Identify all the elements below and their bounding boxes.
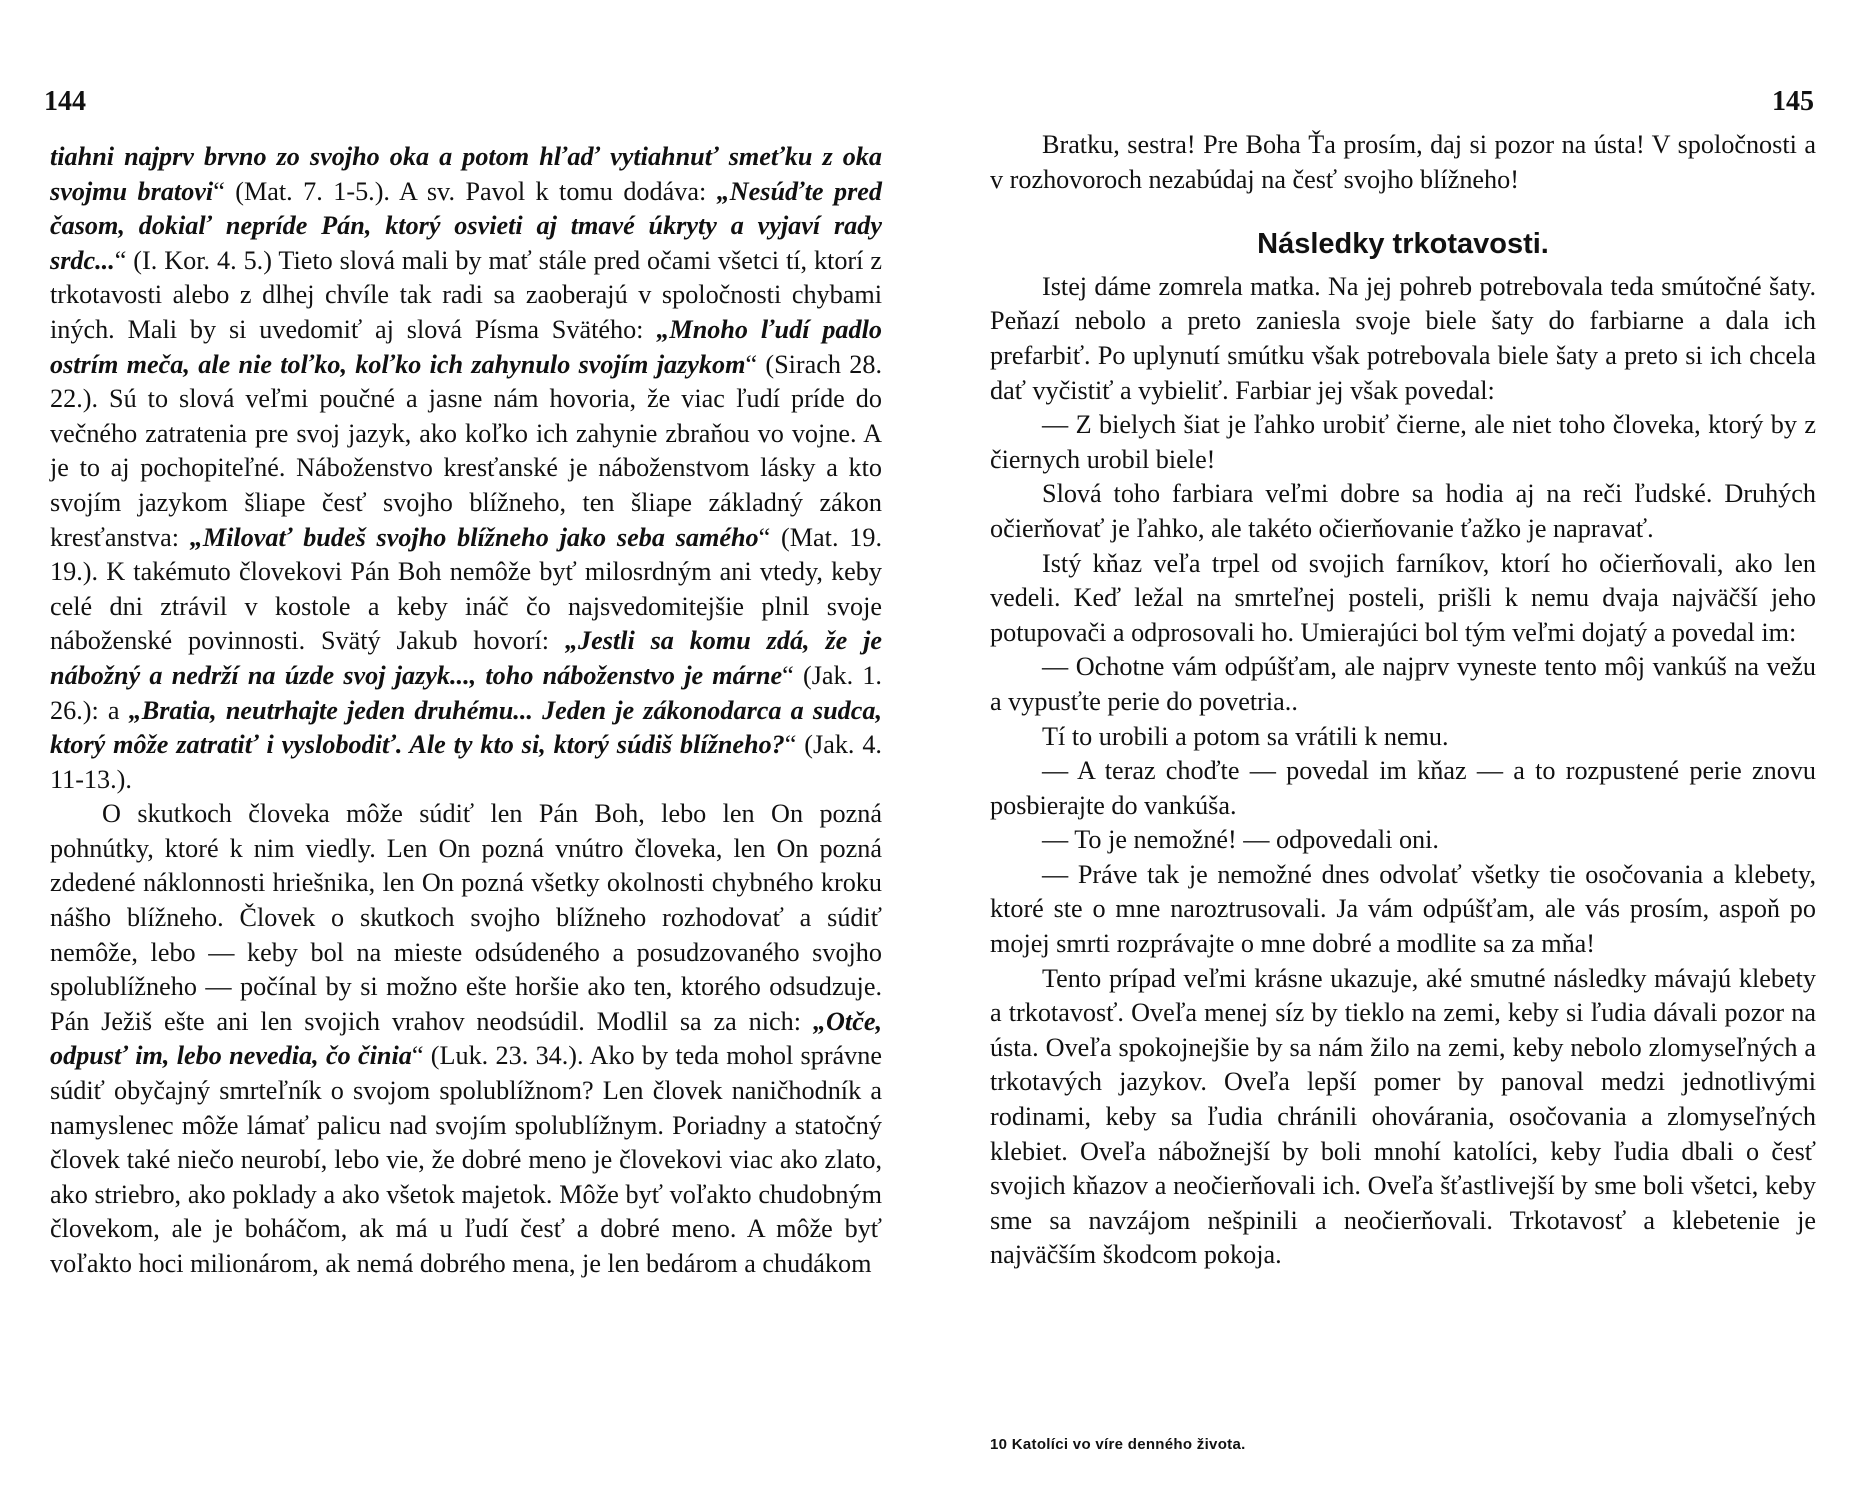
- signature-footnote: 10 Katolíci vo víre denného života.: [990, 1436, 1246, 1453]
- body-text: “ (Luk. 23. 34.). Ako by teda mohol správne súdiť obyčajný smrteľník o svojom spolublížnom? Len človek naničhodník a namyslenec môže lámať palicu nad svojím spolublížnym. Poriadny a statočný človek také niečo neurobí, lebo vie, že dobré meno je človekovi viac ako zlato, ako striebro, ako poklady a ako všetok majetok. Môže byť voľakto chudobným človekom, ale je boháčom, ak má u ľudí česť a dobré meno. A môže byť voľakto hoci milionárom, ak nemá dobrého mena, je len bedárom a chudákom: [50, 1041, 882, 1278]
- dialogue-line: — Práve tak je nemožné dnes odvolať všetky tie osočovania a klebety, ktoré ste o mne naroztrusovali. Ja vám odpúšťam, ale vás prosím, aspoň po mojej smrti rozprávajte o mne dobré a modlite sa za mňa!: [990, 859, 1816, 959]
- dialogue-line: — To je nemožné! — odpovedali oni.: [1042, 825, 1439, 855]
- quote-text: tiahni najprv brvno zo svojho oka a potom hľaď vytiahnuť smeťku z oka svojmu bratovi: [50, 142, 882, 206]
- right-paragraph: Tí to urobili a potom sa vrátili k nemu.: [1042, 721, 1449, 751]
- right-paragraph: Istej dáme zomrela matka. Na jej pohreb potrebovala teda smútočné šaty. Peňazí nebolo a preto zaniesla svoje biele šaty do farbiarne a dala ich prefarbiť. Po uplynutí smútku však potrebovala biele šaty a preto si ich chcela dať vyčistiť a vybieliť. Farbiar jej však povedal:: [990, 271, 1816, 405]
- quote-text: „Otče, odpusť im, lebo nevedia, čo činia: [50, 1006, 882, 1071]
- dialogue-line: — Ochotne vám odpúšťam, ale najprv vyneste tento môj vankúš na vežu a vypusťte perie do povetria..: [990, 652, 1816, 716]
- dialogue-line: — A teraz choďte — povedal im kňaz — a to rozpustené perie znovu posbierajte do vankúša.: [990, 756, 1816, 820]
- body-text: “ (Sirach 28. 22.). Sú to slová veľmi poučné a jasne nám hovoria, že viac ľudí príde do večného zatratenia pre svoj jazyk, ako koľko ich zahynie zbraňou vo vojne. A je to aj pochopiteľné. Náboženstvo kresťanské je náboženstvom lásky a kto svojím jazykom šliape česť svojho blížneho, ten šliape základný zákon kresťanstva:: [50, 349, 882, 552]
- body-text: “ (Jak. 4. 11-13.).: [50, 730, 882, 794]
- body-text: “ (I. Kor. 4. 5.) Tieto slová mali by mať stále pred očami všetci tí, ktorí z trkotavosti alebo z dlhej chvíle tak radi sa zaoberajú v spoločnosti chybami iných. Mali by si uvedomiť aj slová Písma Svätého:: [50, 245, 882, 344]
- left-page-text: [50, 140, 882, 1282]
- quote-text: „Milovať budeš svojho blížneho jako seba samého: [189, 522, 759, 552]
- dialogue-line: — Z bielych šiat je ľahko urobiť čierne, ale niet toho človeka, ktorý by z čiernych urobil biele!: [990, 410, 1816, 474]
- quote-text: „Mnoho ľudí padlo ostrím meča, ale nie toľko, koľko ich zahynulo svojím jazykom: [50, 314, 882, 379]
- body-text: “ (Mat. 7. 1-5.). A sv. Pavol k tomu dodáva:: [213, 176, 717, 206]
- left-paragraph-2: [50, 797, 882, 1281]
- left-page: [0, 0, 930, 1500]
- quote-text: „Bratia, neutrhajte jeden druhému... Jeden je zákonodarca a sudca, ktorý môže zatratiť i vyslobodiť. Ale ty kto si, ktorý súdiš blížneho?: [50, 695, 882, 760]
- section-heading: Následky trkotavosti.: [1257, 228, 1549, 261]
- right-paragraph: Tento prípad veľmi krásne ukazuje, aké smutné následky mávajú klebety a trkotavosť. Oveľa menej síz by tieklo na zemi, keby si ľudia dávali pozor na ústa. Oveľa spokojnejšie by sa nám žilo na zemi, keby nebolo zlomyseľných a trkotavých jazykov. Oveľa lepší pomer by panoval medzi jednotlivými rodinami, keby sa ľudia chránili ohovárania, osočovania a zlomyseľných klebiet. Oveľa nábožnejší by boli mnohí katolíci, keby ľudia dbali o česť svojich kňazov a neočierňovali ich. Oveľa šťastlivejší by sme boli všetci, keby sme sa navzájom nešpinili a neočierňovali. Trkotavosť a klebetenie je najväčším škodcom pokoja.: [990, 963, 1816, 1270]
- right-page-text: [990, 128, 1816, 1273]
- page-number-left: 144: [44, 86, 86, 117]
- quote-text: „Jestli sa komu zdá, že je nábožný a nedrží na úzde svoj jazyk..., toho náboženstvo je márne: [50, 626, 882, 690]
- body-text: “ (Mat. 19. 19.). K takémuto človekovi Pán Boh nemôže byť milosrdným ani vtedy, keby celé dni ztrávil v kostole a keby ináč čo najsvedomitejšie plnil svoje náboženské povinnosti. Svätý Jakub hovorí:: [50, 522, 882, 656]
- body-text: O skutkoch človeka môže súdiť len Pán Boh, lebo len On pozná pohnútky, ktoré k nim viedly. Len On pozná vnútro človeka, len On pozná zdedené náklonnosti hriešnika, len On pozná všetky okolnosti chybného kroku nášho blížneho. Človek o skutkoch svojho blížneho rozhodovať a súdiť nemôže, lebo — keby bol na mieste odsúdeného a posudzovaného svojho spolublížneho — počínal by si možno ešte horšie ako ten, ktorého odsudzuje. Pán Ježiš ešte ani len svojich vrahov neodsúdil. Modlil sa za nich:: [50, 799, 882, 1036]
- intro-paragraph: Bratku, sestra! Pre Boha Ťa prosím, daj si pozor na ústa! V spoločnosti a v rozhovoroch nezabúdaj na česť svojho blížneho!: [990, 130, 1816, 194]
- right-paragraph: Istý kňaz veľa trpel od svojich farníkov, ktorí ho očierňovali, ako len vedeli. Keď ležal na smrteľnej posteli, prišli k nemu dvaja najväčší jeho potupovači a odprosovali ho. Umierajúci bol tým veľmi dojatý a povedal im:: [990, 548, 1816, 647]
- left-paragraph-1: [50, 140, 882, 797]
- body-text: “ (Jak. 1. 26.): a: [50, 660, 882, 725]
- quote-text: „Nesúďte pred časom, dokiaľ nepríde Pán, ktorý osvieti aj tmavé úkryty a vyjaví rady srdc...: [50, 176, 882, 275]
- right-paragraph: Slová toho farbiara veľmi dobre sa hodia aj na reči ľudské. Druhých očierňovať je ľahko, ale takéto očierňovanie ťažko je napravať.: [990, 479, 1816, 543]
- right-page: [930, 0, 1862, 1500]
- page-number-right: 145: [1772, 86, 1814, 117]
